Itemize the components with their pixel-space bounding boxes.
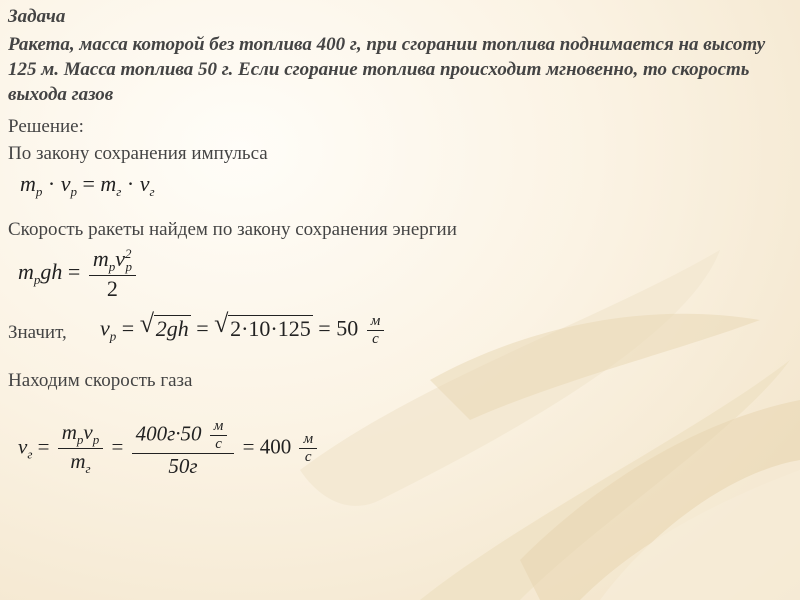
symbol-v: v bbox=[139, 171, 150, 196]
equals-sign: = bbox=[242, 434, 255, 459]
symbol-v: v bbox=[18, 434, 28, 459]
symbol-m: m bbox=[18, 259, 34, 285]
energy-text: Скорость ракеты найдем по закону сохранения энергии bbox=[8, 219, 457, 240]
symbol-m: m bbox=[20, 171, 36, 196]
momentum-text: По закону сохранения импульса bbox=[8, 143, 268, 164]
task-title: Задача bbox=[8, 6, 66, 27]
symbol-v: v bbox=[100, 315, 110, 341]
subscript-p: p bbox=[35, 184, 43, 199]
equals-sign: = bbox=[196, 315, 209, 341]
symbol-m: m bbox=[100, 171, 117, 196]
symbol-v: v bbox=[60, 171, 71, 196]
gas-speed-result: 400 bbox=[259, 434, 292, 459]
equals-sign: = bbox=[111, 434, 124, 459]
sqrt-2gh: √ 2gh bbox=[139, 308, 189, 341]
radical-icon: √ bbox=[214, 308, 229, 338]
gas-fraction-numeric: 400г·50 $\frac{м}{с}$ 50г bbox=[132, 418, 235, 479]
numerator-unit: $\frac{м}{с}$ bbox=[210, 418, 228, 453]
energy-numerator: $m_pv^2_p$ bbox=[89, 246, 136, 276]
gas-speed-text: Находим скорость газа bbox=[8, 370, 193, 391]
equals-sign: = bbox=[82, 171, 95, 196]
speed-formula bbox=[100, 308, 387, 348]
subscript-p: p bbox=[109, 328, 117, 344]
gas-speed-unit: $\frac{м}{с}$ bbox=[299, 431, 317, 466]
energy-denominator: 2 bbox=[106, 276, 118, 301]
sqrt-numeric: √ 2·10·125 bbox=[214, 308, 311, 341]
radical-icon: √ bbox=[139, 308, 154, 338]
energy-formula bbox=[18, 246, 139, 302]
energy-fraction bbox=[89, 246, 136, 302]
symbol-gh: gh bbox=[40, 259, 63, 285]
equals-sign: = bbox=[37, 434, 50, 459]
gas-fraction-symbolic: $\frac{m_pv_p}{m_г}$ bbox=[58, 420, 104, 477]
subscript-p: p bbox=[70, 184, 77, 199]
therefore-label: Значит, bbox=[8, 322, 67, 343]
equals-sign: = bbox=[121, 315, 135, 341]
subscript-g: г bbox=[27, 446, 33, 462]
subscript-g: г bbox=[116, 184, 122, 199]
equals-sign: = bbox=[67, 259, 81, 285]
gas-speed-formula bbox=[18, 418, 320, 479]
equals-sign: = bbox=[318, 315, 331, 341]
speed-result: 50 bbox=[336, 315, 359, 341]
dot-operator: · bbox=[126, 171, 135, 196]
momentum-formula bbox=[20, 171, 155, 200]
subscript-g: г bbox=[149, 184, 155, 199]
speed-unit: $\frac{м}{с}$ bbox=[367, 313, 385, 348]
solution-heading: Решение: bbox=[8, 116, 84, 137]
subscript-p: p bbox=[33, 272, 41, 288]
task-text: Ракета, масса которой без топлива 400 г, при сгорании топлива поднимается на высоту 125 м. Масса топлива 50 г. Если сгорание топлива происходит мгновенно, то скорость выхода газов bbox=[8, 34, 766, 105]
dot-operator: · bbox=[47, 171, 56, 196]
